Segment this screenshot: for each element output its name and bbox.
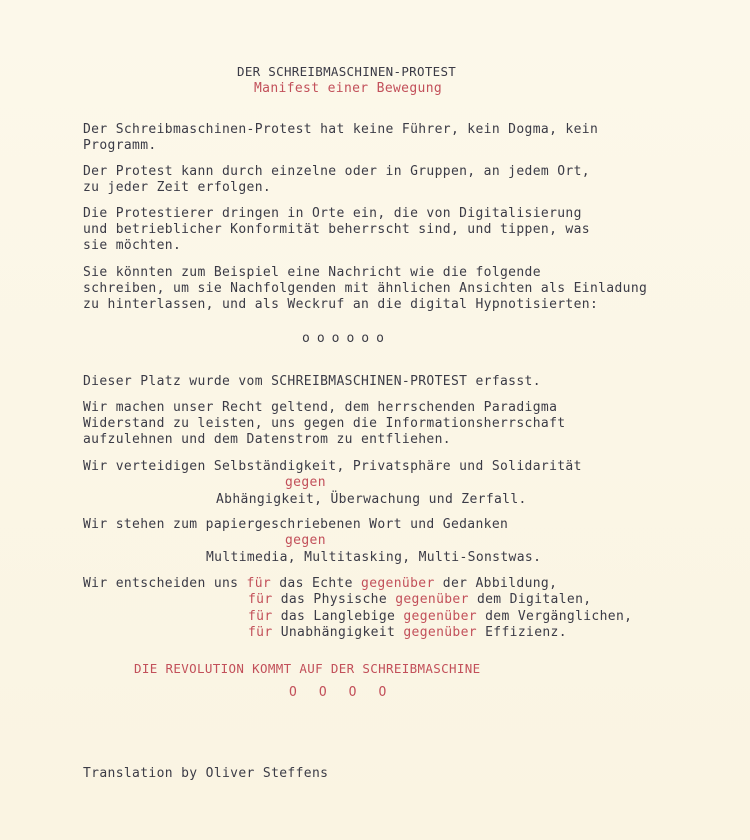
fuer-word: für (248, 592, 273, 607)
intro-line: Programm. (83, 138, 157, 153)
intro-line: sie möchten. (83, 238, 182, 253)
intro-line: zu hinterlassen, und als Weckruf an die digital Hypnotisierten: (83, 297, 599, 312)
message-line: Abhängigkeit, Überwachung und Zerfall. (216, 492, 527, 507)
gegen-word: gegen (285, 475, 326, 490)
intro-line: und betrieblicher Konformität beherrscht sind, und tippen, was (83, 222, 590, 237)
decision-text: das Echte (271, 576, 362, 591)
message-line: Wir stehen zum papiergeschriebenen Wort und Gedanken (83, 517, 509, 532)
gegenueber-word: gegenüber (361, 576, 435, 591)
decision-line (83, 576, 557, 592)
message-line: Wir verteidigen Selbständigkeit, Privatsphäre und Solidarität (83, 459, 582, 474)
revolution-slogan: DIE REVOLUTION KOMMT AUF DER SCHREIBMASCHINE (134, 661, 481, 676)
manifesto-title: DER SCHREIBMASCHINEN-PROTEST (237, 64, 457, 79)
decision-text: der Abbildung, (434, 576, 558, 591)
decision-line (248, 625, 567, 641)
manifesto-subtitle: Manifest einer Bewegung (254, 81, 443, 96)
message-line: aufzulehnen und dem Datenstrom zu entfliehen. (83, 432, 451, 447)
fuer-word: für (248, 625, 273, 640)
message-line: Multimedia, Multitasking, Multi-Sonstwas. (206, 550, 542, 565)
message-line: Dieser Platz wurde vom SCHREIBMASCHINEN-PROTEST erfasst. (83, 374, 541, 389)
decision-text: Unabhängigkeit (272, 625, 404, 640)
divider-dots: oooooo (302, 331, 391, 346)
fuer-word: für (248, 609, 273, 624)
gegenueber-word: gegenüber (403, 609, 477, 624)
divider-circles: OOOO (289, 685, 409, 700)
gegenueber-word: gegenüber (403, 625, 477, 640)
intro-line: Sie könnten zum Beispiel eine Nachricht wie die folgende (83, 265, 541, 280)
gegen-word: gegen (285, 533, 326, 548)
intro-line: Die Protestierer dringen in Orte ein, die von Digitalisierung (83, 206, 582, 221)
decision-prefix: Wir entscheiden uns (83, 576, 247, 591)
decision-text: dem Vergänglichen, (476, 609, 633, 624)
message-line: Wir machen unser Recht geltend, dem herrschenden Paradigma (83, 400, 558, 415)
decision-text: dem Digitalen, (468, 592, 592, 607)
gegenueber-word: gegenüber (395, 592, 469, 607)
decision-line (248, 592, 591, 608)
decision-text: Effizienz. (476, 625, 567, 640)
decision-text: das Physische (272, 592, 396, 607)
translation-credit: Translation by Oliver Steffens (83, 766, 329, 781)
message-line: Widerstand zu leisten, uns gegen die Informationsherrschaft (83, 416, 566, 431)
decision-line (248, 609, 632, 625)
decision-text: das Langlebige (272, 609, 404, 624)
intro-line: schreiben, um sie Nachfolgenden mit ähnlichen Ansichten als Einladung (83, 281, 648, 296)
fuer-word: für (246, 576, 272, 591)
intro-line: Der Protest kann durch einzelne oder in Gruppen, an jedem Ort, (83, 164, 590, 179)
intro-line: Der Schreibmaschinen-Protest hat keine Führer, kein Dogma, kein (83, 122, 599, 137)
intro-line: zu jeder Zeit erfolgen. (83, 180, 272, 195)
